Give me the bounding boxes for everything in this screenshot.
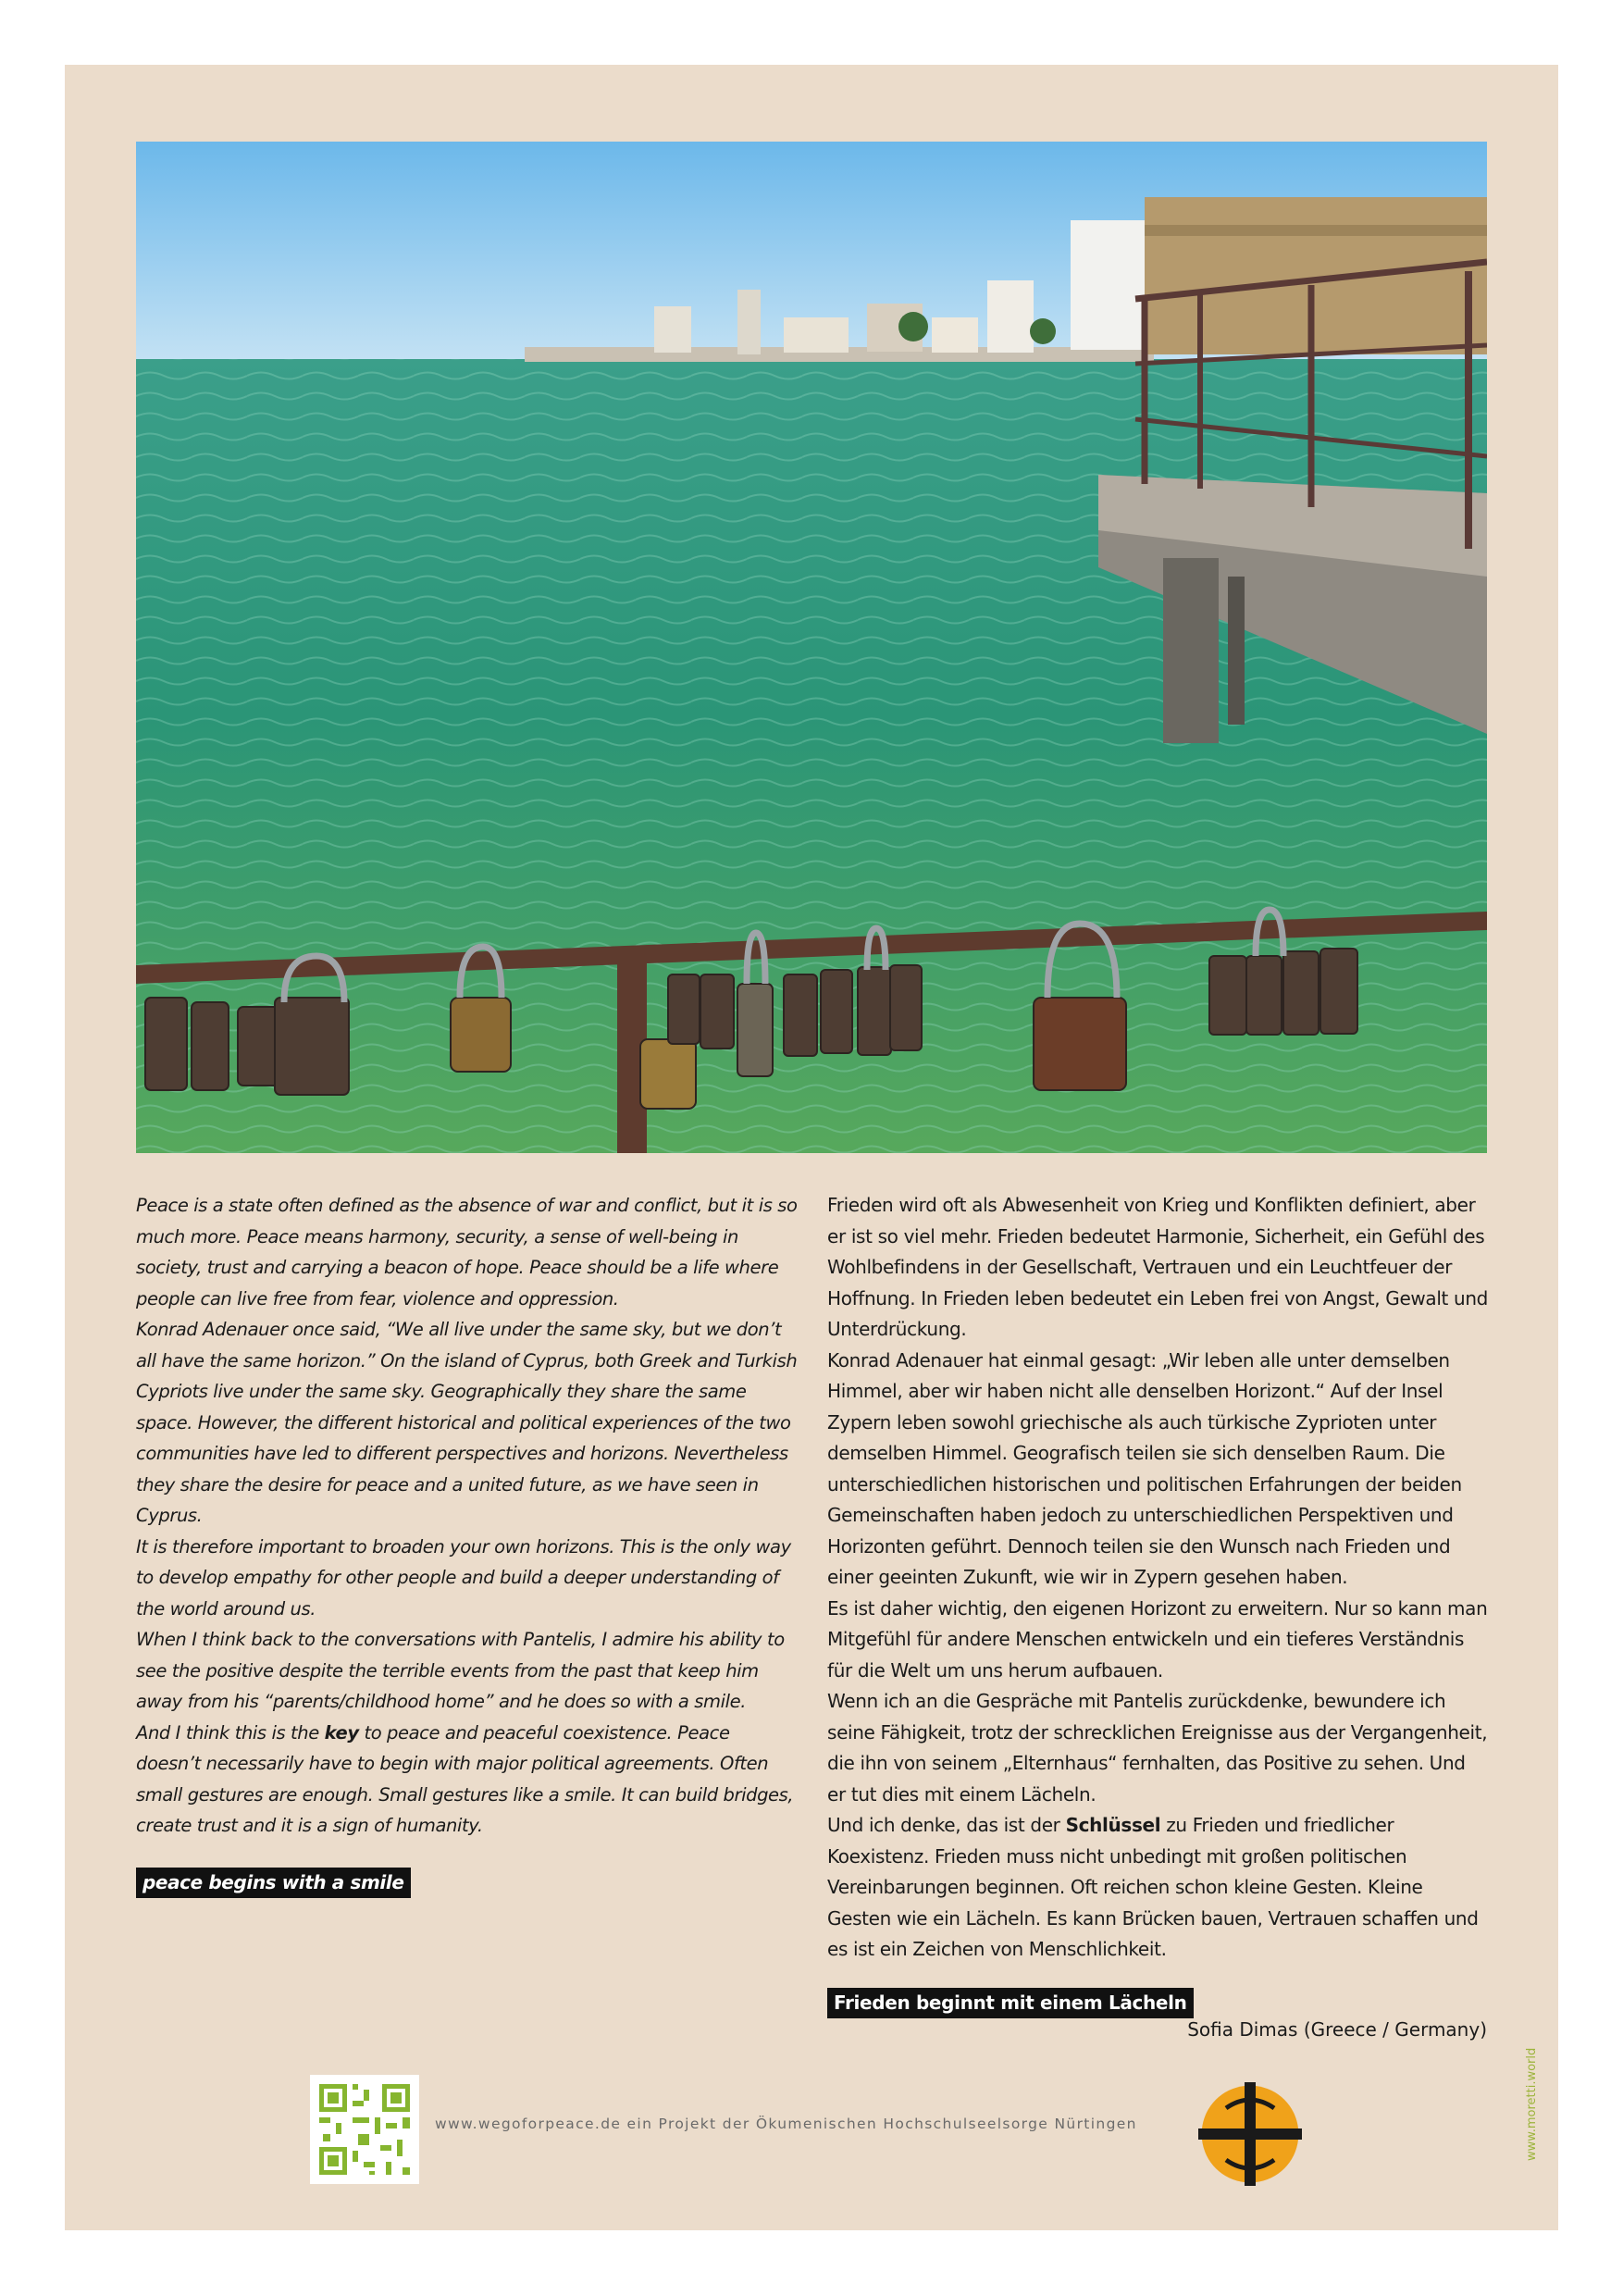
german-paragraph: Es ist daher wichtig, den eigenen Horizont zu erweitern. Nur so kann man Mitgefühl für andere Menschen entwickeln und ein tieferes Verständnis für die Welt um uns herum aufbauen. <box>827 1596 1488 1682</box>
church-cross-logo-icon <box>1198 2082 1302 2186</box>
english-paragraph <box>136 1718 798 1842</box>
german-paragraph: Konrad Adenauer hat einmal gesagt: „Wir leben alle unter demselben Himmel, aber wir haben nicht alle denselben Horizont.“ Auf der Insel Zypern leben sowohl griechische als auch türkische Zyprioten unter demselben Himmel. Geografisch teilen sie sich denselben Raum. Die unterschiedlichen historischen und politischen Erfahrungen der beiden Gemeinschaften haben jedoch zu unterschiedlichen Perspektiven und Horizonten geführt. Dennoch teilen sie den Wunsch nach Frieden und einer geeinten Zukunft, wie wir in Zypern gesehen haben. <box>827 1348 1462 1588</box>
german-last-before: Und ich denke, das ist der <box>827 1814 1066 1836</box>
german-last-after: zu Frieden und friedlicher Koexistenz. Frieden muss nicht unbedingt mit großen politischen Vereinbarungen beginnen. Oft reichen schon kleine Gesten. Kleine Gesten wie ein Lächeln. Es kann Brücken bauen, Vertrauen schaffen und es ist ein Zeichen von Menschlichkeit. <box>827 1814 1479 1960</box>
english-key-word: key <box>324 1721 359 1744</box>
qr-code-icon[interactable] <box>310 2075 419 2184</box>
english-paragraph: When I think back to the conversations with Pantelis, I admire his ability to see the positive despite the terrible events from the past that keep him away from his “parents/childhood home” and he does so with a smile. <box>136 1629 785 1712</box>
footer-project-text: www.wegoforpeace.de ein Projekt der Ökumenischen Hochschulseelsorge Nürtingen <box>435 2116 1137 2132</box>
german-text <box>827 1190 1489 2018</box>
side-credit-text: www.moretti.world <box>1525 2047 1539 2161</box>
harbor-photo <box>136 142 1487 1153</box>
german-paragraph: Wenn ich an die Gespräche mit Pantelis zurückdenke, bewundere ich seine Fähigkeit, trotz der schrecklichen Ereignisse aus der Vergangenheit, die ihn von seinem „Elternhaus“ fernhalten, das Positive zu sehen. Und er tut dies mit einem Lächeln. <box>827 1690 1488 1806</box>
english-last-after: to peace and peaceful coexistence. Peace doesn’t necessarily have to begin with major political agreements. Often small gestures are enough. Small gestures like a smile. It can build bridges, create trust and it is a sign of humanity. <box>136 1721 794 1836</box>
english-paragraph: Konrad Adenauer once said, “We all live under the same sky, but we don’t all have the same horizon.” On the island of Cyprus, both Greek and Turkish Cypriots live under the same sky. Geographically they share the same space. However, the different historical and political experiences of the two communities have led to different perspectives and horizons. Nevertheless they share the desire for peace and a united future, as we have seen in Cyprus. <box>136 1319 798 1526</box>
english-tagline: peace begins with a smile <box>136 1868 411 1898</box>
english-paragraph: Peace is a state often defined as the absence of war and conflict, but it is so much more. Peace means harmony, security, a sense of well-being in society, trust and carrying a beacon of hope. Peace should be a life where people can live free from fear, violence and oppression. <box>136 1195 798 1309</box>
english-paragraph: It is therefore important to broaden your own horizons. This is the only way to develop empathy for other people and build a deeper understanding of the world around us. <box>136 1535 791 1620</box>
author-credit: Sofia Dimas (Greece / Germany) <box>1187 2018 1487 2041</box>
german-paragraph: Frieden wird oft als Abwesenheit von Krieg und Konflikten definiert, aber er ist so viel mehr. Frieden bedeutet Harmonie, Sicherheit, ein Gefühl des Wohlbefindens in der Gesellschaft, Vertrauen und ein Leuchtfeuer der Hoffnung. In Frieden leben bedeutet ein Leben frei von Angst, Gewalt und Unterdrückung. <box>827 1194 1489 1340</box>
german-paragraph <box>827 1810 1489 1966</box>
german-tagline: Frieden beginnt mit einem Lächeln <box>827 1988 1194 2018</box>
german-key-word: Schlüssel <box>1065 1814 1161 1836</box>
english-text <box>136 1190 798 1898</box>
english-last-before: And I think this is the <box>136 1721 325 1744</box>
